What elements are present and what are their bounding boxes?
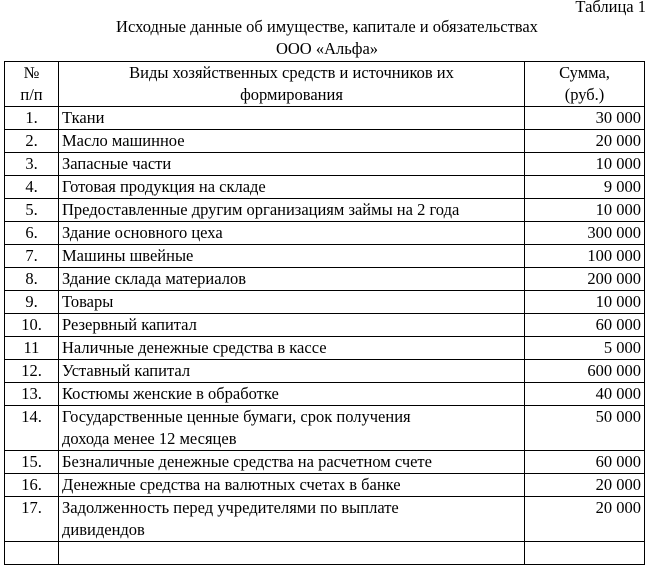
row-number: 1. — [5, 107, 59, 130]
row-number: 7. — [5, 245, 59, 268]
table-row — [5, 268, 645, 291]
table-row — [5, 153, 645, 176]
row-sum: 9 000 — [525, 176, 645, 199]
row-sum: 40 000 — [525, 383, 645, 406]
table-row — [5, 291, 645, 314]
row-number: 9. — [5, 291, 59, 314]
table-row — [5, 383, 645, 406]
row-number: 17. — [5, 497, 59, 542]
assets-table — [4, 61, 645, 565]
table-row — [5, 360, 645, 383]
table-row — [5, 314, 645, 337]
table-caption: Таблица 1 — [575, 0, 646, 16]
table-row — [5, 222, 645, 245]
row-sum — [525, 542, 645, 565]
row-sum: 5 000 — [525, 337, 645, 360]
row-sum: 30 000 — [525, 107, 645, 130]
header-sum: Сумма, (руб.) — [525, 62, 645, 107]
header-name: Виды хозяйственных средств и источников их формирования — [59, 62, 525, 107]
row-name: Машины швейные — [59, 245, 525, 268]
row-name: Денежные средства на валютных счетах в банке — [59, 474, 525, 497]
row-name: Предоставленные другим организациям займы на 2 года — [59, 199, 525, 222]
row-sum: 20 000 — [525, 497, 645, 542]
row-number: 3. — [5, 153, 59, 176]
row-name: Запасные части — [59, 153, 525, 176]
table-row — [5, 245, 645, 268]
row-name: Здание склада материалов — [59, 268, 525, 291]
row-name: Костюмы женские в обработке — [59, 383, 525, 406]
row-number: 6. — [5, 222, 59, 245]
table-row — [5, 130, 645, 153]
row-name: Задолженность перед учредителями по выплате дивидендов — [59, 497, 525, 542]
row-number — [5, 542, 59, 565]
table-row — [5, 406, 645, 451]
table-header-row — [5, 62, 645, 107]
row-sum: 10 000 — [525, 153, 645, 176]
row-number: 12. — [5, 360, 59, 383]
row-sum: 60 000 — [525, 314, 645, 337]
row-sum: 20 000 — [525, 130, 645, 153]
header-number: № п/п — [5, 62, 59, 107]
row-number: 11 — [5, 337, 59, 360]
row-name: Ткани — [59, 107, 525, 130]
table-row — [5, 451, 645, 474]
row-name: Наличные денежные средства в кассе — [59, 337, 525, 360]
table-row — [5, 474, 645, 497]
row-name — [59, 542, 525, 565]
row-name: Здание основного цеха — [59, 222, 525, 245]
row-number: 4. — [5, 176, 59, 199]
table-row — [5, 199, 645, 222]
row-number: 5. — [5, 199, 59, 222]
row-number: 15. — [5, 451, 59, 474]
row-sum: 600 000 — [525, 360, 645, 383]
row-sum: 10 000 — [525, 291, 645, 314]
row-sum: 10 000 — [525, 199, 645, 222]
row-number: 13. — [5, 383, 59, 406]
row-number: 16. — [5, 474, 59, 497]
row-number: 10. — [5, 314, 59, 337]
row-number: 8. — [5, 268, 59, 291]
table-row — [5, 337, 645, 360]
row-number: 2. — [5, 130, 59, 153]
row-sum: 300 000 — [525, 222, 645, 245]
table-row — [5, 107, 645, 130]
row-sum: 20 000 — [525, 474, 645, 497]
row-name: Масло машинное — [59, 130, 525, 153]
row-sum: 50 000 — [525, 406, 645, 451]
company-name: ООО «Альфа» — [275, 39, 379, 58]
row-name: Готовая продукция на складе — [59, 176, 525, 199]
table-row — [5, 497, 645, 542]
row-sum: 100 000 — [525, 245, 645, 268]
row-sum: 60 000 — [525, 451, 645, 474]
row-name: Государственные ценные бумаги, срок получения дохода менее 12 месяцев — [59, 406, 525, 451]
table-row — [5, 176, 645, 199]
document-title: Исходные данные об имуществе, капитале и обязательствах — [116, 17, 538, 36]
row-name: Безналичные денежные средства на расчетном счете — [59, 451, 525, 474]
row-name: Уставный капитал — [59, 360, 525, 383]
row-name: Товары — [59, 291, 525, 314]
row-number: 14. — [5, 406, 59, 451]
table-row-empty — [5, 542, 645, 565]
row-name: Резервный капитал — [59, 314, 525, 337]
row-sum: 200 000 — [525, 268, 645, 291]
